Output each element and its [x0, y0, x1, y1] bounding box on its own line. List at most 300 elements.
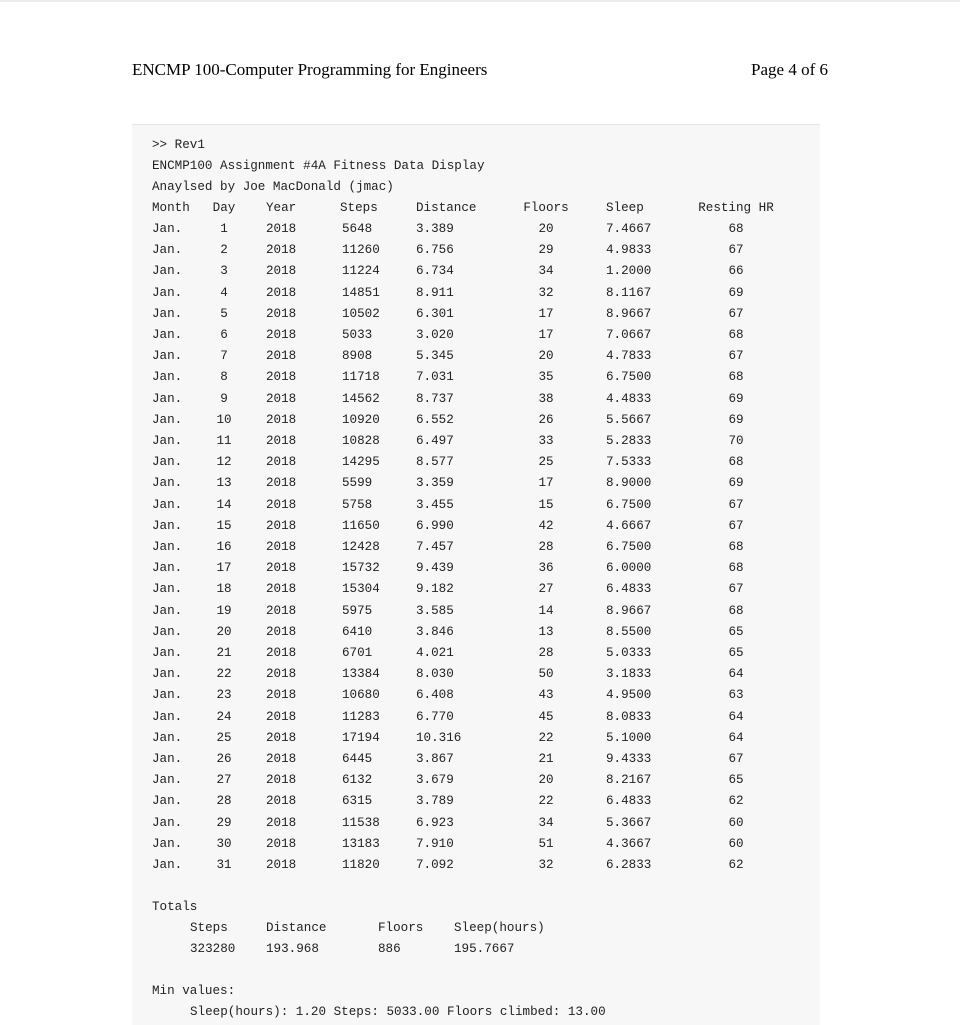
table-cell: 2018 [266, 434, 297, 448]
table-cell: 42 [538, 518, 554, 533]
table-cell: 8.911 [416, 285, 454, 300]
table-cell: 8.577 [416, 455, 454, 470]
table-cell: 45 [538, 709, 554, 724]
table-cell: 5 [220, 306, 228, 321]
table-cell: 8 [220, 370, 228, 385]
table-cell: 6315 [342, 794, 373, 809]
table-cell: 8.9667 [606, 603, 652, 618]
table-cell: 62 [728, 858, 744, 872]
table-cell: 65 [728, 624, 744, 639]
table-row [132, 498, 820, 519]
table-row [132, 731, 820, 752]
table-cell: 6.408 [416, 688, 454, 703]
table-cell: 66 [728, 264, 744, 279]
table-cell: 13183 [342, 836, 380, 851]
table-cell: 5648 [342, 222, 373, 236]
table-cell: 68 [728, 455, 744, 470]
table-cell: 11718 [342, 370, 380, 385]
table-row [132, 604, 820, 625]
column-header: Year [266, 201, 297, 215]
table-cell: 6701 [342, 646, 373, 660]
table-cell: 67 [728, 497, 744, 512]
table-cell: 5.5667 [606, 412, 652, 427]
table-cell: Jan. [152, 794, 183, 809]
table-cell: 63 [728, 688, 744, 703]
table-cell: 4 [220, 285, 228, 300]
table-cell: 7.4667 [606, 222, 652, 236]
totals-floors-header: Floors [378, 921, 424, 935]
table-row [132, 392, 820, 413]
table-cell: 5.2833 [606, 434, 652, 448]
table-cell: 2018 [266, 709, 297, 724]
totals-sleep-value: 195.7667 [454, 942, 515, 956]
totals-distance-value: 193.968 [266, 942, 319, 956]
table-cell: 32 [538, 285, 554, 300]
table-cell: 8.2167 [606, 773, 652, 788]
table-cell: 6.923 [416, 815, 454, 830]
table-cell: 14 [216, 497, 232, 512]
table-cell: 25 [538, 455, 554, 470]
column-header: Resting HR [698, 201, 774, 215]
table-cell: 29 [216, 815, 232, 830]
table-cell: 4.7833 [606, 349, 652, 364]
table-row [132, 307, 820, 328]
table-cell: 7.0667 [606, 328, 652, 342]
table-cell: 2018 [266, 582, 297, 597]
table-row [132, 370, 820, 391]
table-row [132, 540, 820, 561]
table-cell: 27 [538, 582, 554, 597]
table-cell: 15304 [342, 582, 380, 597]
table-cell: 4.9833 [606, 243, 652, 258]
column-header: Floors [523, 201, 569, 215]
table-cell: 11538 [342, 815, 380, 830]
table-cell: 3.455 [416, 497, 454, 512]
table-row [132, 328, 820, 349]
page-top-border [0, 0, 960, 2]
table-row [132, 816, 820, 837]
table-cell: 2018 [266, 243, 297, 258]
table-cell: 6.770 [416, 709, 454, 724]
table-cell: 68 [728, 603, 744, 618]
table-cell: 17 [538, 306, 554, 321]
table-cell: 2018 [266, 667, 297, 682]
table-cell: 33 [538, 434, 554, 448]
table-cell: 69 [728, 412, 744, 427]
table-cell: 10920 [342, 412, 380, 427]
table-cell: Jan. [152, 391, 183, 406]
table-cell: 5599 [342, 476, 373, 491]
table-cell: 2018 [266, 518, 297, 533]
table-cell: 4.6667 [606, 518, 652, 533]
table-cell: Jan. [152, 773, 183, 788]
table-cell: Jan. [152, 582, 183, 597]
column-header: Day [212, 201, 236, 215]
table-cell: 1.2000 [606, 264, 652, 279]
table-cell: 23 [216, 688, 232, 703]
table-cell: 10680 [342, 688, 380, 703]
table-cell: 6 [220, 328, 228, 342]
totals-sleep-header: Sleep(hours) [454, 921, 545, 935]
table-cell: 60 [728, 815, 744, 830]
analysed-by-line: Anaylsed by Joe MacDonald (jmac) [152, 180, 394, 194]
table-cell: 2018 [266, 794, 297, 809]
table-cell: 5.345 [416, 349, 454, 364]
table-cell: 20 [538, 349, 554, 364]
column-header: Sleep [606, 201, 644, 215]
table-cell: 2018 [266, 730, 297, 745]
table-cell: 2018 [266, 455, 297, 470]
table-cell: 2018 [266, 688, 297, 703]
table-cell: 68 [728, 222, 744, 236]
command-prompt: >> Rev1 [152, 138, 205, 152]
table-row [132, 349, 820, 370]
table-cell: 2018 [266, 815, 297, 830]
table-cell: 9 [220, 391, 228, 406]
table-cell: 14295 [342, 455, 380, 470]
table-cell: 2018 [266, 858, 297, 872]
table-cell: 14851 [342, 285, 380, 300]
table-cell: 67 [728, 306, 744, 321]
table-cell: 2018 [266, 836, 297, 851]
table-row [132, 476, 820, 497]
table-cell: 15 [216, 518, 232, 533]
table-cell: 4.9500 [606, 688, 652, 703]
table-cell: 20 [216, 624, 232, 639]
table-cell: Jan. [152, 561, 183, 576]
table-cell: 67 [728, 243, 744, 258]
table-cell: 1 [220, 222, 228, 236]
table-cell: 28 [538, 540, 554, 554]
table-cell: Jan. [152, 624, 183, 639]
table-cell: 28 [216, 794, 232, 809]
table-row [132, 646, 820, 667]
table-cell: Jan. [152, 434, 183, 448]
table-cell: 8.737 [416, 391, 454, 406]
table-cell: Jan. [152, 815, 183, 830]
table-cell: 68 [728, 328, 744, 342]
table-cell: 67 [728, 349, 744, 364]
min-values-label: Min values: [152, 984, 236, 998]
table-cell: 17 [538, 476, 554, 491]
table-cell: Jan. [152, 476, 183, 491]
table-cell: 2018 [266, 391, 297, 406]
table-cell: 5.0333 [606, 646, 652, 660]
table-cell: 64 [728, 730, 744, 745]
table-cell: 69 [728, 285, 744, 300]
table-cell: 10.316 [416, 730, 462, 745]
table-cell: Jan. [152, 497, 183, 512]
table-cell: 8.030 [416, 667, 454, 682]
table-cell: Jan. [152, 328, 183, 342]
table-row [132, 625, 820, 646]
table-cell: 11650 [342, 518, 380, 533]
totals-steps-value: 323280 [190, 942, 236, 956]
table-cell: Jan. [152, 243, 183, 258]
table-cell: 3 [220, 264, 228, 279]
table-cell: 22 [538, 794, 554, 809]
table-cell: 2018 [266, 624, 297, 639]
table-cell: 10828 [342, 434, 380, 448]
table-row [132, 667, 820, 688]
table-row [132, 264, 820, 285]
table-cell: 60 [728, 836, 744, 851]
table-cell: Jan. [152, 285, 183, 300]
table-cell: Jan. [152, 306, 183, 321]
table-row [132, 794, 820, 815]
table-cell: 67 [728, 582, 744, 597]
column-header: Month [152, 201, 190, 215]
table-cell: 12428 [342, 540, 380, 554]
table-cell: 19 [216, 603, 232, 618]
table-cell: 6445 [342, 752, 373, 766]
table-cell: 26 [216, 752, 232, 766]
table-cell: Jan. [152, 603, 183, 618]
table-row [132, 222, 820, 243]
min-values-line: Sleep(hours): 1.20 Steps: 5033.00 Floors climbed: 13.00 [190, 1005, 606, 1019]
course-title: ENCMP 100-Computer Programming for Engineers [132, 60, 488, 79]
table-cell: 32 [538, 858, 554, 872]
table-cell: 64 [728, 667, 744, 682]
totals-floors-value: 886 [378, 942, 401, 956]
table-cell: 6.7500 [606, 370, 652, 385]
table-cell: 7.031 [416, 370, 454, 385]
table-cell: 51 [538, 836, 554, 851]
table-cell: 5033 [342, 328, 373, 342]
column-header: Steps [340, 201, 378, 215]
table-cell: 11283 [342, 709, 380, 724]
table-cell: 22 [216, 667, 232, 682]
table-cell: 29 [538, 243, 554, 258]
table-cell: 67 [728, 752, 744, 766]
table-cell: 6.4833 [606, 794, 652, 809]
table-cell: 3.020 [416, 328, 454, 342]
table-cell: Jan. [152, 518, 183, 533]
table-cell: 21 [216, 646, 232, 660]
table-cell: 6410 [342, 624, 373, 639]
table-row [132, 434, 820, 455]
table-cell: 20 [538, 773, 554, 788]
table-cell: 5.3667 [606, 815, 652, 830]
table-cell: 2018 [266, 476, 297, 491]
table-cell: 34 [538, 264, 554, 279]
table-cell: 11820 [342, 858, 380, 872]
table-cell: 2018 [266, 603, 297, 618]
table-cell: Jan. [152, 540, 183, 554]
table-cell: 2018 [266, 646, 297, 660]
table-cell: 11 [216, 434, 232, 448]
table-cell: 2018 [266, 773, 297, 788]
table-cell: 68 [728, 561, 744, 576]
table-row [132, 243, 820, 264]
table-cell: 2018 [266, 752, 297, 766]
table-cell: 65 [728, 773, 744, 788]
table-cell: 3.789 [416, 794, 454, 809]
table-cell: 15732 [342, 561, 380, 576]
table-cell: Jan. [152, 730, 183, 745]
table-cell: 9.182 [416, 582, 454, 597]
table-cell: 6.7500 [606, 497, 652, 512]
table-cell: 6.497 [416, 434, 454, 448]
table-cell: 3.359 [416, 476, 454, 491]
table-cell: 21 [538, 752, 554, 766]
table-row [132, 286, 820, 307]
column-header: Distance [416, 201, 477, 215]
table-cell: 5758 [342, 497, 373, 512]
table-cell: 6.734 [416, 264, 454, 279]
table-cell: Jan. [152, 836, 183, 851]
table-cell: Jan. [152, 709, 183, 724]
table-cell: 5.1000 [606, 730, 652, 745]
table-cell: 2018 [266, 349, 297, 364]
table-row [132, 519, 820, 540]
table-cell: 3.679 [416, 773, 454, 788]
totals-label: Totals [152, 900, 198, 914]
page-indicator: Page 4 of 6 [751, 60, 828, 79]
table-cell: 8.5500 [606, 624, 652, 639]
table-cell: 7.5333 [606, 455, 652, 470]
table-cell: Jan. [152, 858, 183, 872]
table-cell: 25 [216, 730, 232, 745]
table-cell: 2 [220, 243, 228, 258]
table-cell: Jan. [152, 264, 183, 279]
table-cell: 2018 [266, 306, 297, 321]
table-row [132, 752, 820, 773]
table-cell: 64 [728, 709, 744, 724]
table-cell: Jan. [152, 688, 183, 703]
table-cell: 62 [728, 794, 744, 809]
table-cell: 4.3667 [606, 836, 652, 851]
table-cell: 13 [216, 476, 232, 491]
table-cell: 35 [538, 370, 554, 385]
table-cell: Jan. [152, 667, 183, 682]
table-row [132, 561, 820, 582]
table-cell: 27 [216, 773, 232, 788]
table-cell: 24 [216, 709, 232, 724]
table-cell: 69 [728, 476, 744, 491]
table-row [132, 455, 820, 476]
table-row [132, 688, 820, 709]
table-cell: 2018 [266, 328, 297, 342]
table-cell: 17 [216, 561, 232, 576]
table-cell: 12 [216, 455, 232, 470]
table-cell: 2018 [266, 497, 297, 512]
table-cell: Jan. [152, 646, 183, 660]
table-cell: Jan. [152, 412, 183, 427]
table-cell: 8.1167 [606, 285, 652, 300]
table-cell: 30 [216, 836, 232, 851]
table-cell: 8.9667 [606, 306, 652, 321]
table-cell: 65 [728, 646, 744, 660]
table-row [132, 413, 820, 434]
table-cell: 10502 [342, 306, 380, 321]
table-cell: 15 [538, 497, 554, 512]
table-cell: 3.1833 [606, 667, 652, 682]
totals-steps-header: Steps [190, 921, 228, 935]
table-cell: 5975 [342, 603, 373, 618]
table-cell: 18 [216, 582, 232, 597]
table-cell: 70 [728, 434, 744, 448]
table-cell: 11224 [342, 264, 380, 279]
table-cell: 9.439 [416, 561, 454, 576]
table-cell: 2018 [266, 222, 297, 236]
table-cell: 7 [220, 349, 228, 364]
table-cell: 67 [728, 518, 744, 533]
table-cell: 6.756 [416, 243, 454, 258]
table-cell: 8908 [342, 349, 373, 364]
table-cell: 2018 [266, 561, 297, 576]
table-cell: 34 [538, 815, 554, 830]
table-cell: 3.389 [416, 222, 454, 236]
table-cell: Jan. [152, 349, 183, 364]
table-cell: 26 [538, 412, 554, 427]
table-cell: 8.9000 [606, 476, 652, 491]
table-row [132, 582, 820, 603]
table-cell: 7.910 [416, 836, 454, 851]
table-cell: 22 [538, 730, 554, 745]
table-cell: 50 [538, 667, 554, 682]
table-row [132, 837, 820, 858]
table-cell: 4.4833 [606, 391, 652, 406]
table-cell: Jan. [152, 370, 183, 385]
table-cell: 10 [216, 412, 232, 427]
table-cell: 16 [216, 540, 232, 554]
table-cell: 2018 [266, 264, 297, 279]
table-header [132, 201, 820, 222]
table-cell: 6.301 [416, 306, 454, 321]
table-cell: 3.585 [416, 603, 454, 618]
table-cell: 7.457 [416, 540, 454, 554]
table-cell: 9.4333 [606, 752, 652, 766]
program-title: ENCMP100 Assignment #4A Fitness Data Display [152, 159, 485, 173]
table-cell: 17 [538, 328, 554, 342]
table-row [132, 773, 820, 794]
table-cell: 36 [538, 561, 554, 576]
table-cell: 6.990 [416, 518, 454, 533]
table-row [132, 710, 820, 731]
table-cell: 13384 [342, 667, 380, 682]
table-cell: 4.021 [416, 646, 454, 660]
console-output [132, 124, 820, 1025]
table-cell: 6.552 [416, 412, 454, 427]
table-cell: 6.7500 [606, 540, 652, 554]
table-cell: 68 [728, 540, 744, 554]
table-cell: 6.4833 [606, 582, 652, 597]
table-cell: 2018 [266, 370, 297, 385]
table-cell: 28 [538, 646, 554, 660]
table-cell: 17194 [342, 730, 380, 745]
table-cell: 7.092 [416, 858, 454, 872]
table-cell: 14562 [342, 391, 380, 406]
table-cell: Jan. [152, 222, 183, 236]
table-cell: 3.867 [416, 752, 454, 766]
table-cell: 13 [538, 624, 554, 639]
table-cell: 14 [538, 603, 554, 618]
table-cell: 6132 [342, 773, 373, 788]
table-cell: Jan. [152, 752, 183, 766]
table-cell: 38 [538, 391, 554, 406]
table-cell: 3.846 [416, 624, 454, 639]
table-cell: 31 [216, 858, 232, 872]
table-cell: 43 [538, 688, 554, 703]
table-cell: 68 [728, 370, 744, 385]
table-cell: 20 [538, 222, 554, 236]
table-cell: 6.0000 [606, 561, 652, 576]
table-cell: 2018 [266, 285, 297, 300]
table-cell: 2018 [266, 412, 297, 427]
table-cell: 69 [728, 391, 744, 406]
totals-distance-header: Distance [266, 921, 327, 935]
